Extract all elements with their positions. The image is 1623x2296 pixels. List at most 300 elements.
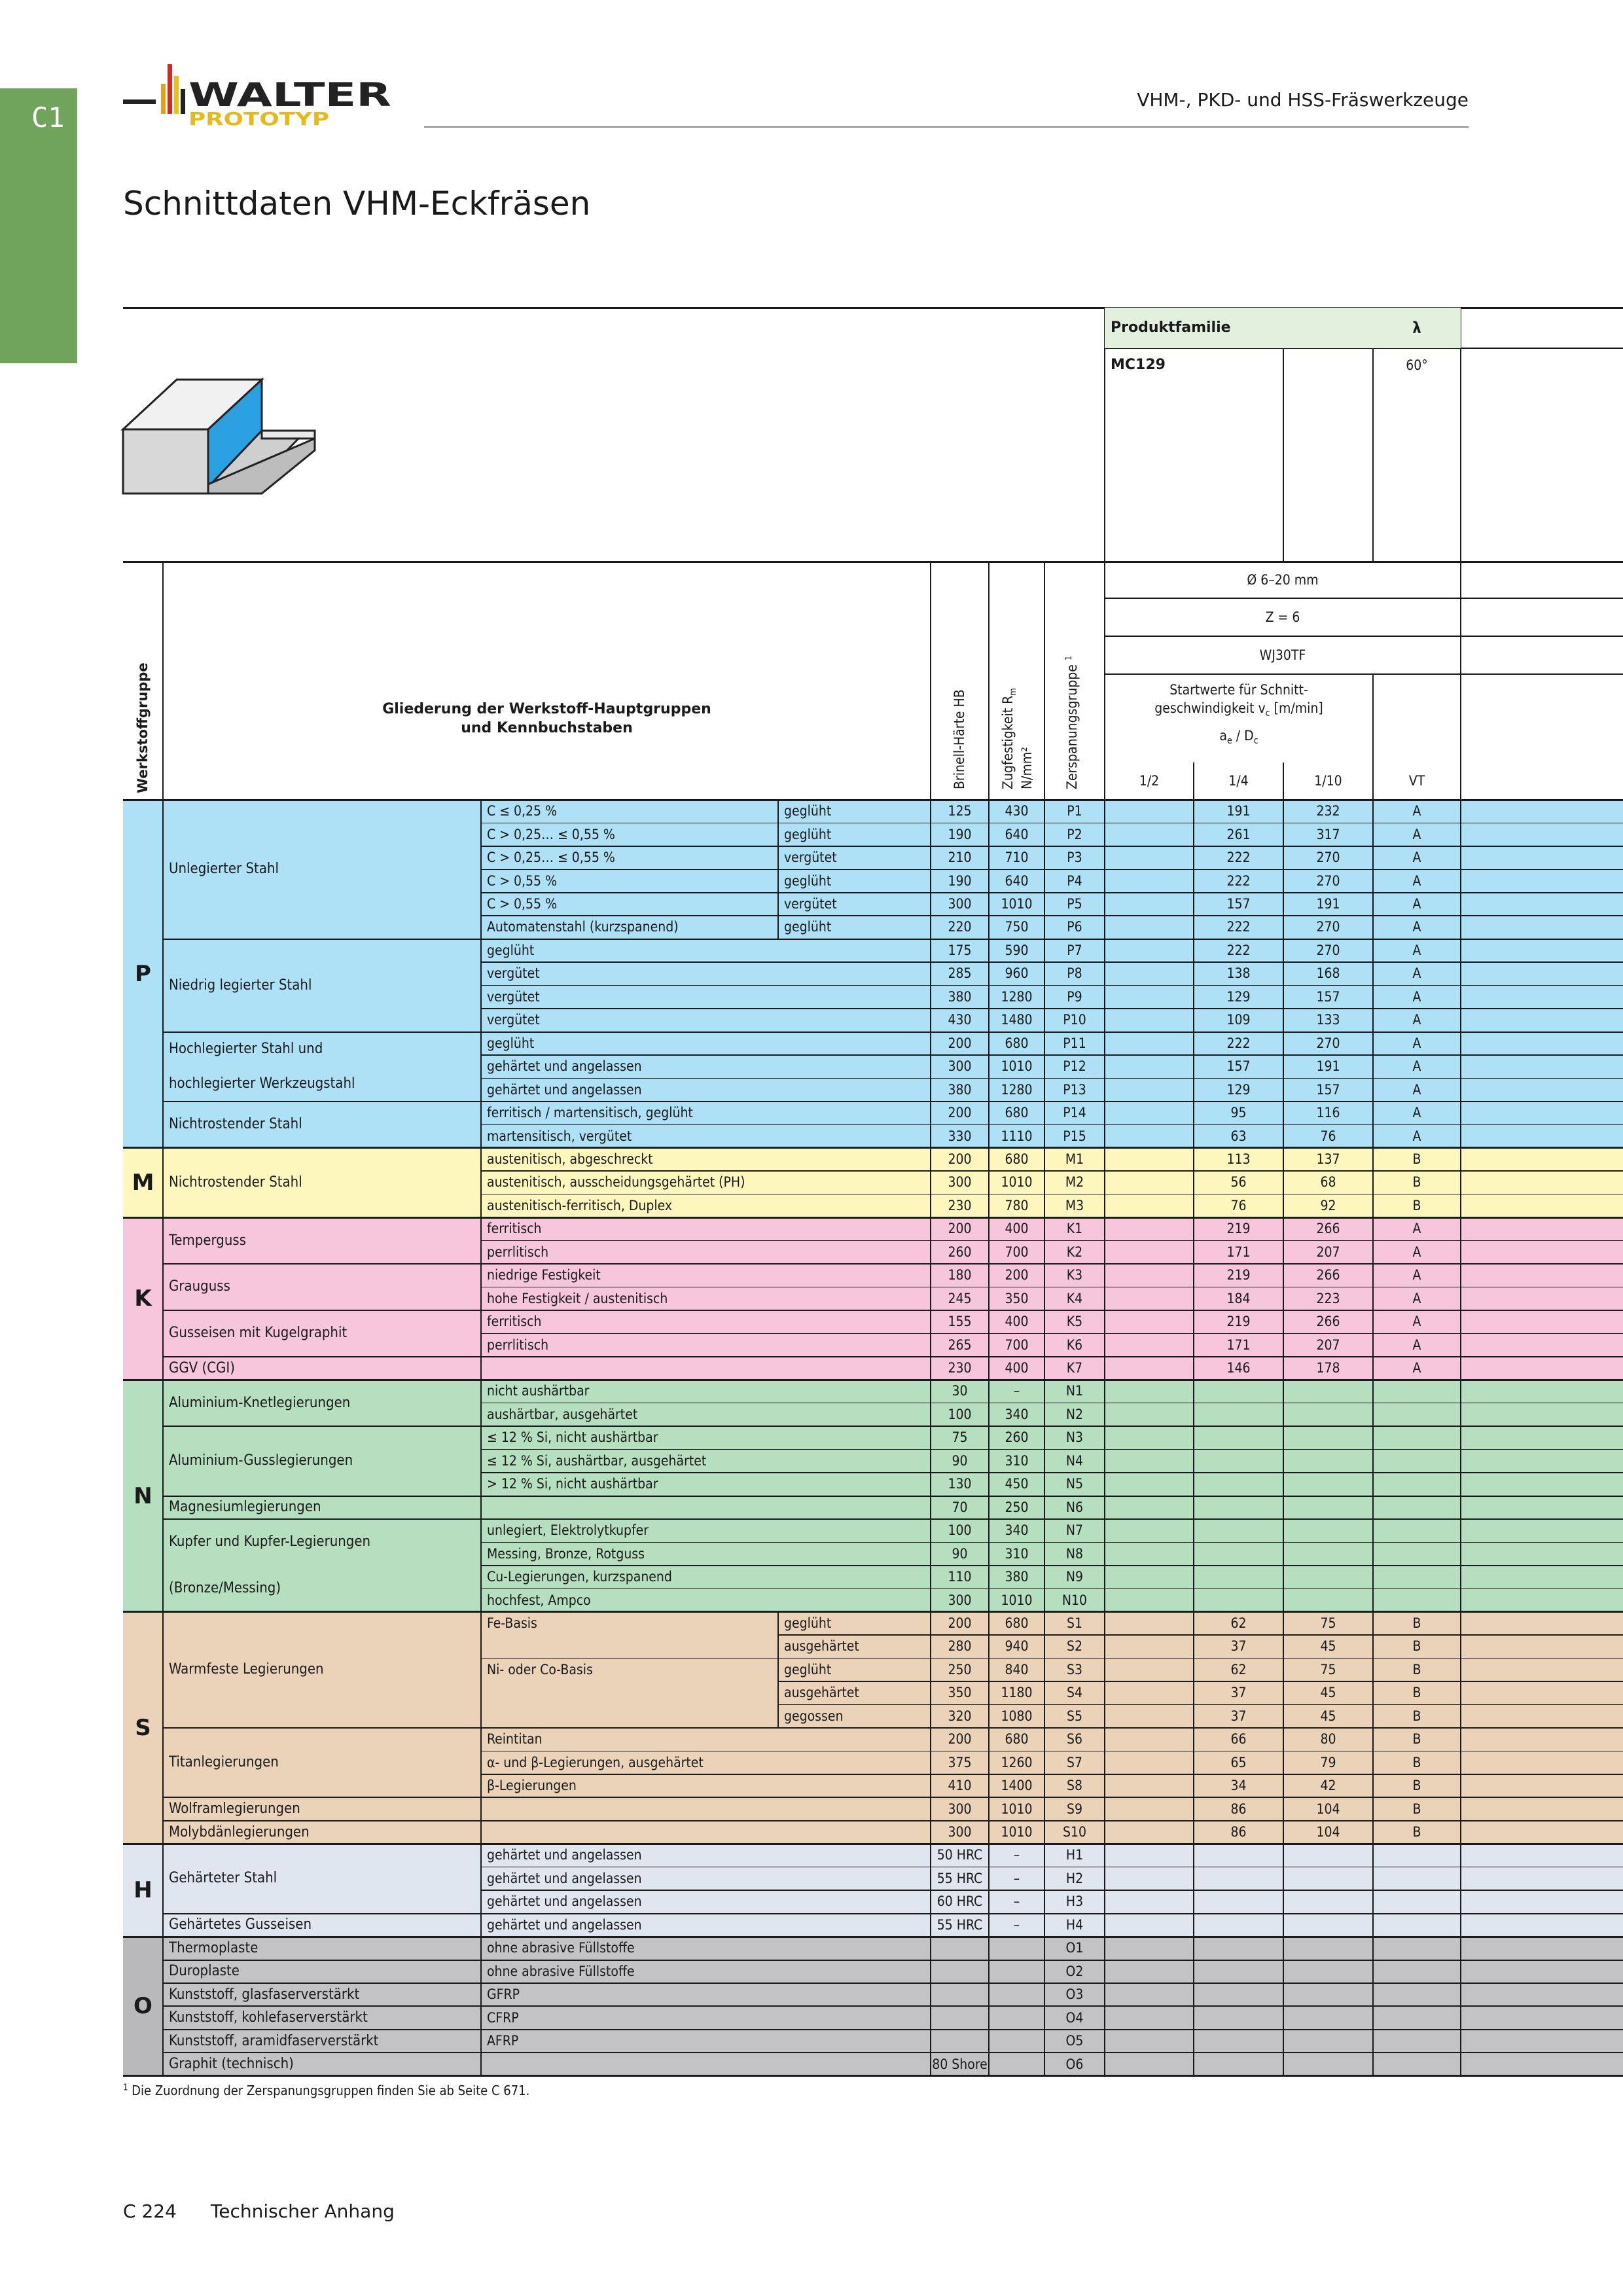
material-name: Gehärtetes Gusseisen	[169, 1916, 312, 1933]
brinell-value: 300	[948, 896, 972, 912]
table-rule	[481, 1124, 1623, 1126]
brinell-value: 300	[948, 1824, 972, 1840]
vt-class: A	[1412, 1058, 1421, 1075]
vc-ae-1-4: 184	[1226, 1290, 1251, 1306]
vc-ae-1-2	[1105, 846, 1194, 869]
ae-dc-label: $a_e / D_c$	[1219, 728, 1258, 747]
vc-ae-1-10: 266	[1316, 1314, 1340, 1330]
vc-ae-1-4: 219	[1226, 1221, 1251, 1237]
vc-ae-1-2	[1105, 1473, 1194, 1496]
machining-group: P4	[1067, 872, 1082, 889]
tensile-value: 680	[1005, 1615, 1029, 1631]
material-condition: austenitisch-ferritisch, Duplex	[487, 1197, 673, 1213]
tensile-value: –	[1013, 1893, 1020, 1910]
vc-ae-1-10: 270	[1316, 942, 1340, 958]
vc-ae-1-10	[1283, 2053, 1373, 2075]
vt-class	[1373, 1937, 1461, 1960]
vc-ae-1-2	[1105, 1403, 1194, 1426]
machining-group: P3	[1067, 850, 1082, 866]
vc-ae-1-2	[1105, 2030, 1194, 2053]
page-title: Schnittdaten VHM-Eckfräsen	[123, 185, 591, 223]
table-rule	[481, 1565, 1623, 1566]
vc-ae-1-2	[1105, 1588, 1194, 1611]
material-condition: C ≤ 0,25 %	[487, 803, 558, 819]
table-rule	[1104, 800, 1106, 2076]
vc-ae-1-2	[1105, 1450, 1194, 1473]
material-condition: unlegiert, Elektrolytkupfer	[487, 1522, 649, 1539]
brinell-value: 300	[948, 1174, 972, 1191]
machining-group: P5	[1067, 896, 1082, 912]
machining-group: S1	[1066, 1615, 1082, 1631]
tensile-value: 1010	[1001, 1801, 1033, 1817]
machining-group: S4	[1066, 1685, 1082, 1701]
tensile-value: 340	[1005, 1522, 1029, 1539]
heat-treatment: geglüht	[784, 1615, 832, 1631]
vc-ae-1-2	[1105, 1264, 1194, 1287]
table-rule	[1044, 562, 1045, 800]
material-condition: vergütet	[487, 965, 540, 982]
vc-ae-1-10: 157	[1316, 1081, 1340, 1098]
table-rule	[163, 1518, 1623, 1520]
table-rule	[481, 823, 1623, 824]
vc-ae-1-4	[1194, 2030, 1283, 2053]
material-name: Gehärteter Stahl	[169, 1870, 277, 1887]
vc-ae-1-10	[1283, 1983, 1373, 2006]
vc-ae-1-4: 37	[1230, 1685, 1247, 1701]
vc-ae-1-2	[1105, 1426, 1194, 1449]
table-rule	[777, 823, 779, 846]
tensile-value: 380	[1005, 1569, 1029, 1585]
vc-ae-1-4	[1194, 1519, 1283, 1542]
material-condition: Fe-Basis	[487, 1615, 537, 1631]
vc-ae-1-2	[1105, 1357, 1194, 1380]
machining-group: P7	[1067, 942, 1082, 958]
heat-treatment: ausgehärtet	[784, 1685, 859, 1701]
vc-ae-1-2	[1105, 916, 1194, 939]
vt-class: A	[1412, 1012, 1421, 1028]
vt-class: B	[1412, 1661, 1421, 1677]
tensile-value: 640	[1005, 872, 1029, 889]
brinell-value: 200	[948, 1035, 972, 1051]
material-condition: austenitisch, ausscheidungsgehärtet (PH)	[487, 1174, 745, 1191]
table-rule	[1283, 800, 1284, 2076]
vc-ae-1-2	[1105, 1960, 1194, 1983]
brinell-value: 380	[948, 988, 972, 1005]
brinell-value: 190	[948, 826, 972, 842]
vc-ae-1-2	[1105, 986, 1194, 1009]
material-condition	[481, 1681, 778, 1704]
machining-group: K2	[1066, 1244, 1083, 1260]
table-rule	[481, 961, 1623, 963]
vt-class: A	[1412, 1267, 1421, 1283]
material-condition: vergütet	[487, 988, 540, 1005]
vc-ae-1-10	[1283, 1588, 1373, 1611]
vc-ae-1-4: 109	[1226, 1012, 1251, 1028]
vc-ae-1-2	[1105, 1055, 1194, 1078]
vc-ae-1-10: 317	[1316, 826, 1340, 842]
vc-ae-1-10: 76	[1320, 1128, 1336, 1144]
material-condition: ohne abrasive Füllstoffe	[487, 1940, 635, 1956]
heat-treatment: geglüht	[784, 919, 832, 935]
table-rule	[777, 1659, 779, 1681]
vc-ae-1-10: 270	[1316, 850, 1340, 866]
vc-ae-1-2	[1105, 962, 1194, 985]
table-rule	[163, 1310, 1623, 1311]
classification-line2: und Kennbuchstaben	[461, 719, 633, 736]
vc-ae-1-10	[1283, 1380, 1373, 1403]
tensile-value: 960	[1005, 965, 1029, 982]
vt-class: B	[1412, 1151, 1421, 1167]
vt-class	[1373, 1867, 1461, 1890]
brinell-value: 300	[948, 1058, 972, 1075]
brinell-value: 230	[948, 1360, 972, 1376]
machining-group: H2	[1065, 1870, 1084, 1886]
lambda-value: 60°	[1406, 357, 1428, 373]
vc-ae-1-10	[1283, 1914, 1373, 1937]
vc-ae-1-10: 207	[1316, 1244, 1340, 1260]
vc-ae-1-4: 146	[1226, 1360, 1251, 1376]
table-rule	[481, 1890, 1623, 1891]
table-rule	[162, 562, 164, 800]
material-name: Kunststoff, glasfaserverstärkt	[169, 1986, 360, 2003]
brinell-value: 200	[948, 1731, 972, 1748]
vc-ae-1-10: 137	[1316, 1151, 1340, 1167]
brinell-value	[931, 2030, 989, 2053]
vc-ae-1-2	[1105, 1914, 1194, 1937]
material-condition: aushärtbar, ausgehärtet	[487, 1406, 638, 1422]
vc-ae-1-2	[1105, 1148, 1194, 1171]
machining-group: M3	[1065, 1197, 1084, 1213]
logo-subtitle: PROTOTYP	[188, 108, 329, 130]
material-condition: ferritisch	[487, 1314, 542, 1330]
vt-class: B	[1412, 1174, 1421, 1191]
brinell-value: 245	[948, 1290, 972, 1306]
tool-teeth: Z = 6	[1265, 609, 1300, 625]
vc-ae-1-10: 178	[1316, 1360, 1340, 1376]
table-rule	[163, 1820, 1623, 1821]
vc-ae-1-10	[1283, 1960, 1373, 1983]
material-name: Graphit (technisch)	[169, 2056, 294, 2073]
vc-ae-1-4	[1194, 2053, 1283, 2075]
table-rule	[777, 800, 779, 823]
vc-ae-1-2	[1105, 1009, 1194, 1031]
page-section: Technischer Anhang	[210, 2200, 395, 2222]
group-letter-M: M	[123, 1148, 163, 1217]
brinell-value: 320	[948, 1708, 972, 1724]
vt-class	[1373, 1983, 1461, 2006]
material-condition: niedrige Festigkeit	[487, 1267, 601, 1283]
brinell-value: 280	[948, 1638, 972, 1655]
vc-ae-1-4: 76	[1230, 1197, 1247, 1213]
vt-class: B	[1412, 1615, 1421, 1631]
section-tab-label: C1	[31, 101, 65, 134]
table-rule	[988, 800, 990, 2076]
brinell-value: 285	[948, 965, 972, 982]
vt-class: B	[1412, 1197, 1421, 1213]
machining-group: P11	[1063, 1035, 1086, 1051]
table-rule	[123, 1611, 1623, 1613]
vc-ae-1-4: 86	[1230, 1801, 1247, 1817]
tensile-value: –	[1013, 1383, 1020, 1399]
vc-ae-1-4: 222	[1226, 850, 1251, 866]
col-tensile: Zugfestigkeit $R_m$ N/mm²	[1000, 688, 1035, 789]
brinell-value: 55 HRC	[936, 1916, 983, 1933]
tensile-value: –	[1013, 1870, 1020, 1886]
brinell-value: 200	[948, 1105, 972, 1121]
vc-ae-1-2	[1105, 1705, 1194, 1728]
vt-class	[1373, 2006, 1461, 2029]
vc-ae-1-4: 56	[1230, 1174, 1247, 1191]
vc-ae-1-4: 113	[1226, 1151, 1251, 1167]
table-rule	[778, 1634, 1623, 1636]
machining-group: N7	[1065, 1522, 1084, 1539]
vc-ae-1-4: 261	[1226, 826, 1251, 842]
brinell-value: 125	[948, 803, 972, 819]
vc-ae-1-2	[1105, 1542, 1194, 1565]
footnote-text: Die Zuordnung der Zerspanungsgruppen finden Sie ab Seite C 671.	[132, 2083, 530, 2098]
table-rule	[1460, 308, 1462, 800]
material-condition: GFRP	[487, 1986, 520, 2003]
machining-group: P15	[1063, 1128, 1086, 1144]
group-letter-N: N	[123, 1380, 163, 1612]
tensile-value: 350	[1005, 1290, 1029, 1306]
vc-ae-1-2	[1105, 1102, 1194, 1124]
vc-ae-1-10: 270	[1316, 919, 1340, 935]
vc-ae-1-4	[1194, 1496, 1283, 1519]
vc-ae-1-10: 92	[1320, 1197, 1336, 1213]
material-condition: Messing, Bronze, Rotguss	[487, 1545, 645, 1562]
machining-group: O2	[1065, 1963, 1084, 1979]
material-condition: > 12 % Si, nicht aushärtbar	[487, 1476, 658, 1492]
table-rule	[163, 1496, 1623, 1497]
vt-class	[1373, 1588, 1461, 1611]
table-rule	[481, 1542, 1623, 1543]
vt-class: A	[1412, 919, 1421, 935]
machining-group: S2	[1066, 1638, 1082, 1655]
table-rule	[481, 1240, 1623, 1242]
vc-ae-1-10	[1283, 1937, 1373, 1960]
vc-ae-1-2	[1105, 869, 1194, 892]
material-condition	[481, 1496, 931, 1519]
table-rule	[1044, 800, 1046, 2076]
table-rule	[777, 1705, 779, 1728]
vt-class: B	[1412, 1731, 1421, 1748]
machining-group: N9	[1065, 1569, 1084, 1585]
vt-class: A	[1412, 1128, 1421, 1144]
material-condition: perrlitisch	[487, 1244, 549, 1260]
vc-ae-1-2	[1105, 1310, 1194, 1333]
vt-class: B	[1412, 1685, 1421, 1701]
vc-ae-1-10: 270	[1316, 1035, 1340, 1051]
material-condition: AFRP	[487, 2033, 519, 2049]
machining-group: N10	[1061, 1592, 1088, 1608]
machining-group: K5	[1066, 1314, 1083, 1330]
col-vt: VT	[1408, 773, 1425, 789]
material-condition: gehärtet und angelassen	[487, 1916, 642, 1933]
brinell-value: 110	[948, 1569, 972, 1585]
group-letter-H: H	[123, 1844, 163, 1937]
heat-treatment: ausgehärtet	[784, 1638, 859, 1655]
brinell-value	[931, 1983, 989, 2006]
tensile-value	[989, 1983, 1044, 2006]
page-number: C 224	[123, 2200, 177, 2222]
heat-treatment: gegossen	[784, 1708, 844, 1724]
table-rule	[481, 892, 1623, 893]
machining-group: S9	[1066, 1801, 1082, 1817]
machining-group: N8	[1065, 1545, 1084, 1562]
tensile-value: 1280	[1001, 1081, 1033, 1098]
material-name: Duroplaste	[169, 1963, 240, 1980]
page-footer	[123, 2200, 395, 2222]
brinell-value: 100	[948, 1522, 972, 1539]
tensile-value: 340	[1005, 1406, 1029, 1422]
vc-ae-1-4: 62	[1230, 1661, 1247, 1677]
material-condition: C > 0,25… ≤ 0,55 %	[487, 826, 615, 842]
vc-ae-1-4	[1194, 1426, 1283, 1449]
vc-ae-1-4: 219	[1226, 1267, 1251, 1283]
table-rule	[481, 1658, 1623, 1659]
material-name: Unlegierter Stahl	[169, 861, 279, 878]
tensile-value: 780	[1005, 1197, 1029, 1213]
material-condition: ≤ 12 % Si, aushärtbar, ausgehärtet	[487, 1452, 707, 1469]
vc-ae-1-4: 86	[1230, 1824, 1247, 1840]
table-rule	[163, 939, 1623, 940]
vc-ae-1-4: 62	[1230, 1615, 1247, 1631]
vc-ae-1-10	[1283, 1519, 1373, 1542]
start-values-line2: geschwindigkeit $v_c$ [m/min]	[1154, 700, 1323, 719]
vc-ae-1-10: 191	[1316, 1058, 1340, 1075]
machining-group: P10	[1063, 1012, 1086, 1028]
brinell-value: 380	[948, 1081, 972, 1098]
vc-ae-1-4: 37	[1230, 1638, 1247, 1655]
vc-ae-1-4	[1194, 1960, 1283, 1983]
table-rule	[481, 1078, 1623, 1079]
vc-ae-1-4: 222	[1226, 919, 1251, 935]
table-rule	[163, 2052, 1623, 2053]
machining-group: S10	[1062, 1824, 1087, 1840]
vc-ae-1-2	[1105, 1032, 1194, 1055]
machining-group: M1	[1065, 1151, 1084, 1167]
table-rule	[481, 1054, 1623, 1056]
material-name: Thermoplaste	[169, 1939, 259, 1956]
vt-class: A	[1412, 1360, 1421, 1376]
tensile-value: 1010	[1001, 1174, 1033, 1191]
brinell-value: 155	[948, 1314, 972, 1330]
material-name: Aluminium-Gusslegierungen	[169, 1452, 353, 1469]
vt-class: A	[1412, 896, 1421, 912]
heat-treatment: geglüht	[784, 1661, 832, 1677]
vt-class: A	[1412, 1081, 1421, 1098]
header-title: VHM-, PKD- und HSS-Fräswerkzeuge	[1137, 89, 1469, 111]
machining-group: S3	[1066, 1661, 1082, 1677]
vc-ae-1-2	[1105, 1612, 1194, 1635]
group-letter-P: P	[123, 800, 163, 1148]
vc-ae-1-10: 157	[1316, 988, 1340, 1005]
material-condition: α- und β-Legierungen, ausgehärtet	[487, 1754, 704, 1770]
machining-group: N4	[1065, 1452, 1084, 1469]
vc-ae-1-10: 68	[1320, 1174, 1336, 1191]
machining-group: H1	[1065, 1847, 1084, 1863]
vt-class	[1373, 1426, 1461, 1449]
vt-class: B	[1412, 1801, 1421, 1817]
vc-ae-1-10: 104	[1316, 1801, 1340, 1817]
vt-class	[1373, 1890, 1461, 1913]
col-ae-1-2: 1/2	[1139, 773, 1160, 789]
vc-ae-1-4: 63	[1230, 1128, 1247, 1144]
vc-ae-1-4: 65	[1230, 1754, 1247, 1770]
vc-ae-1-10	[1283, 2030, 1373, 2053]
table-rule	[481, 1588, 1623, 1590]
machining-group: P8	[1067, 965, 1082, 982]
material-condition: gehärtet und angelassen	[487, 1081, 642, 1098]
vc-ae-1-4: 157	[1226, 896, 1251, 912]
material-condition: gehärtet und angelassen	[487, 1847, 642, 1863]
group-letter-S: S	[123, 1612, 163, 1844]
vc-ae-1-2	[1105, 1566, 1194, 1588]
brinell-value: 210	[948, 850, 972, 866]
brinell-value: 70	[952, 1499, 968, 1515]
machining-group: P14	[1063, 1105, 1086, 1121]
machining-group: P2	[1067, 826, 1082, 842]
table-rule	[481, 1472, 1623, 1473]
tensile-value: 400	[1005, 1221, 1029, 1237]
machining-group: P9	[1067, 988, 1082, 1005]
tensile-value	[989, 2030, 1044, 2053]
material-name: (Bronze/Messing)	[169, 1580, 281, 1597]
col-brinell: Brinell-Härte HB	[952, 689, 967, 789]
material-condition	[481, 1705, 778, 1728]
material-condition: geglüht	[487, 1035, 535, 1051]
table-rule	[930, 800, 931, 2076]
tensile-value: 450	[1005, 1476, 1029, 1492]
vc-ae-1-2	[1105, 1728, 1194, 1751]
machining-group: H4	[1065, 1916, 1084, 1933]
machining-group: K4	[1066, 1290, 1083, 1306]
table-rule	[1193, 800, 1194, 2076]
vc-ae-1-10: 80	[1320, 1731, 1336, 1748]
machining-group: K1	[1066, 1221, 1083, 1237]
vc-ae-1-2	[1105, 1380, 1194, 1403]
vt-class	[1373, 2053, 1461, 2075]
vc-ae-1-10: 45	[1320, 1685, 1336, 1701]
tensile-value: 200	[1005, 1267, 1029, 1283]
machining-group: H3	[1065, 1893, 1084, 1910]
vc-ae-1-4: 157	[1226, 1058, 1251, 1075]
material-condition	[481, 1635, 778, 1658]
vc-ae-1-4	[1194, 1542, 1283, 1565]
vc-ae-1-10: 75	[1320, 1615, 1336, 1631]
machining-group: S7	[1066, 1754, 1082, 1770]
machining-group: K7	[1066, 1360, 1083, 1376]
tensile-value: 1480	[1001, 1012, 1033, 1028]
vt-class: A	[1412, 1035, 1421, 1051]
vc-ae-1-4: 222	[1226, 942, 1251, 958]
tensile-value	[989, 1960, 1044, 1983]
table-rule	[1283, 348, 1284, 562]
vc-ae-1-2	[1105, 1983, 1194, 2006]
product-family-value: MC129	[1111, 357, 1166, 373]
table-rule	[778, 1681, 1623, 1682]
table-rule	[163, 1797, 1623, 1798]
vc-ae-1-4: 138	[1226, 965, 1251, 982]
table-rule	[480, 800, 482, 2076]
tensile-value: 940	[1005, 1638, 1029, 1655]
vc-ae-1-10: 207	[1316, 1336, 1340, 1353]
material-name: Nichtrostender Stahl	[169, 1174, 302, 1191]
material-name: Nichtrostender Stahl	[169, 1116, 302, 1133]
vc-ae-1-10	[1283, 1844, 1373, 1867]
material-condition: Reintitan	[487, 1731, 543, 1748]
